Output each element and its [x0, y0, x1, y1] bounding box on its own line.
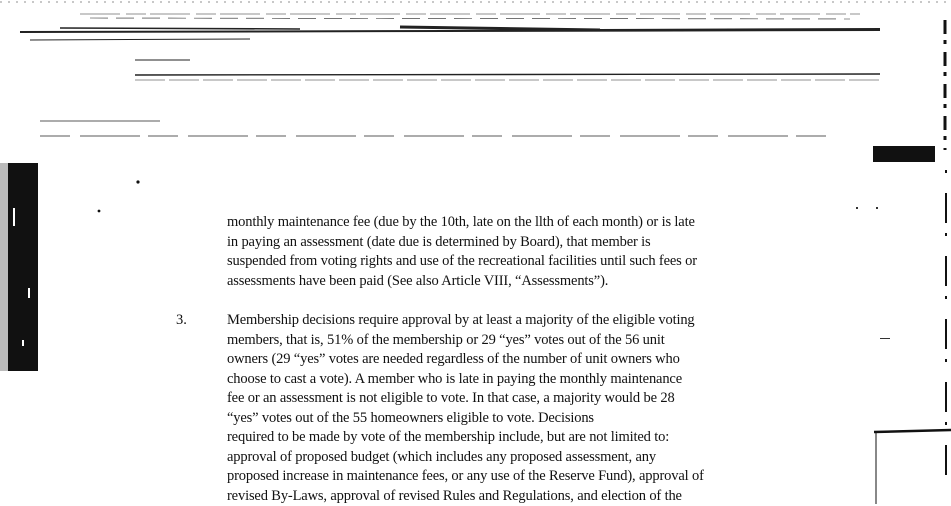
paragraph-line: choose to cast a vote). A member who is late in paying the monthly maintenance	[227, 370, 787, 390]
paragraph-line: required to be made by vote of the membership include, but are not limited to:	[227, 428, 787, 448]
paragraph-line: assessments have been paid (See also Article VIII, “Assessments”).	[227, 272, 787, 292]
paragraph-line: owners (29 “yes” votes are needed regardless of the number of unit owners who	[227, 350, 787, 370]
paragraph-line: members, that is, 51% of the membership or 29 “yes” votes out of the 56 unit	[227, 331, 787, 351]
paragraph-line: fee or an assessment is not eligible to vote. In that case, a majority would be 28	[227, 389, 787, 409]
paragraph-line: in paying an assessment (date due is determined by Board), that member is	[227, 233, 787, 253]
paragraph-line: Membership decisions require approval by at least a majority of the eligible voting	[227, 311, 787, 331]
paragraph-line: revised By-Laws, approval of revised Rules and Regulations, and election of the	[227, 487, 787, 506]
paragraph-line: proposed increase in maintenance fees, or any use of the Reserve Fund), approval of	[227, 467, 787, 487]
item-number: 3.	[176, 311, 187, 331]
continued-paragraph	[227, 213, 787, 291]
paragraph-line: suspended from voting rights and use of the recreational facilities until such fees or	[227, 252, 787, 272]
paragraph-line: “yes” votes out of the 55 homeowners eligible to vote. Decisions	[227, 409, 787, 429]
paragraph-line: monthly maintenance fee (due by the 10th, late on the llth of each month) or is late	[227, 213, 787, 233]
paragraph-line: approval of proposed budget (which includes any proposed assessment, any	[227, 448, 787, 468]
item-3-paragraph	[227, 311, 787, 506]
